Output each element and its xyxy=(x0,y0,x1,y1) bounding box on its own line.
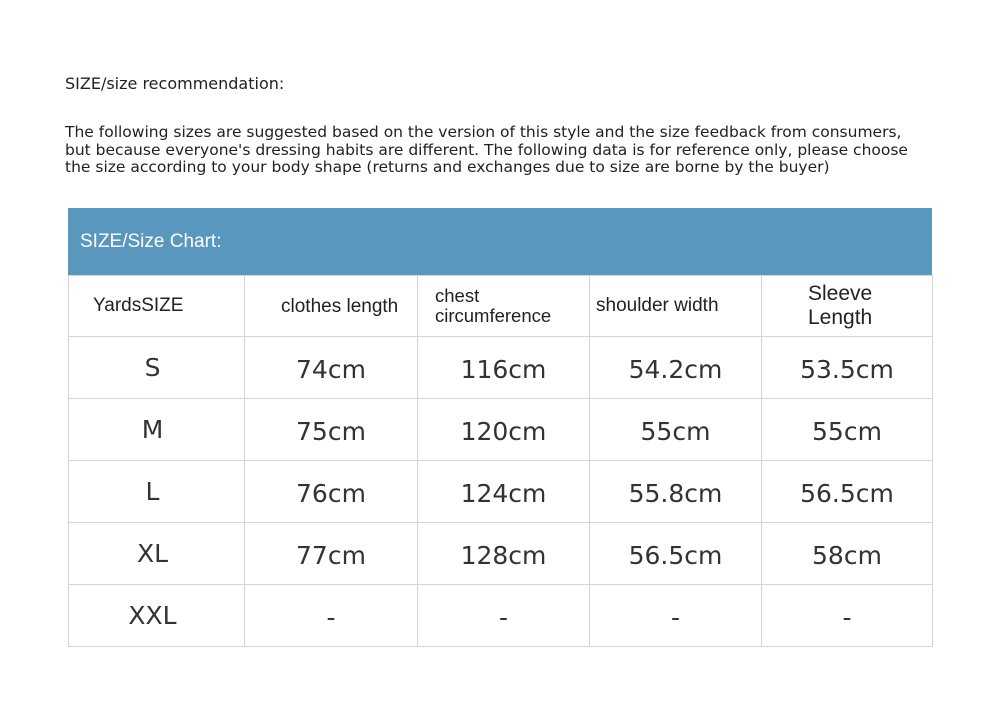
chest-value: 116cm xyxy=(418,337,590,399)
column-header-clothes-length: clothes length xyxy=(245,276,418,337)
sleeve-value: - xyxy=(762,585,933,647)
size-label: XL xyxy=(69,523,245,585)
column-header-shoulder-width: shoulder width xyxy=(590,276,762,337)
table-row xyxy=(69,399,933,461)
chest-value: - xyxy=(418,585,590,647)
clothes-length-value: 74cm xyxy=(245,337,418,399)
shoulder-value: - xyxy=(590,585,762,647)
table-row xyxy=(69,337,933,399)
table-row xyxy=(69,585,933,647)
clothes-length-value: 75cm xyxy=(245,399,418,461)
table-row xyxy=(69,523,933,585)
sleeve-value: 53.5cm xyxy=(762,337,933,399)
shoulder-value: 55cm xyxy=(590,399,762,461)
size-label: L xyxy=(69,461,245,523)
table-row xyxy=(69,461,933,523)
size-table xyxy=(68,275,933,647)
chest-value: 128cm xyxy=(418,523,590,585)
intro-paragraph xyxy=(65,124,945,177)
shoulder-value: 55.8cm xyxy=(590,461,762,523)
size-chart-title: SIZE/Size Chart: xyxy=(68,208,932,275)
sleeve-value: 55cm xyxy=(762,399,933,461)
sleeve-value: 58cm xyxy=(762,523,933,585)
intro-line: but because everyone's dressing habits are different. The following data is for reference only, please choose xyxy=(65,140,908,159)
clothes-length-value: 76cm xyxy=(245,461,418,523)
column-header-chest-circumference: chest circumference xyxy=(418,276,590,337)
chest-value: 124cm xyxy=(418,461,590,523)
column-header-size: YardsSIZE xyxy=(69,276,245,337)
shoulder-value: 54.2cm xyxy=(590,337,762,399)
intro-line: the size according to your body shape (returns and exchanges due to size are borne by the buyer) xyxy=(65,158,830,176)
chest-value: 120cm xyxy=(418,399,590,461)
sleeve-value: 56.5cm xyxy=(762,461,933,523)
section-heading: SIZE/size recommendation: xyxy=(65,74,285,93)
size-chart xyxy=(68,208,932,647)
shoulder-value: 56.5cm xyxy=(590,523,762,585)
intro-line: The following sizes are suggested based on the version of this style and the size feedback from consumers, xyxy=(65,123,902,141)
size-label: M xyxy=(69,399,245,461)
size-label: S xyxy=(69,337,245,399)
size-label: XXL xyxy=(69,585,245,647)
column-header-sleeve-length: Sleeve Length xyxy=(762,276,933,337)
table-header-row xyxy=(69,276,933,337)
clothes-length-value: - xyxy=(245,585,418,647)
clothes-length-value: 77cm xyxy=(245,523,418,585)
